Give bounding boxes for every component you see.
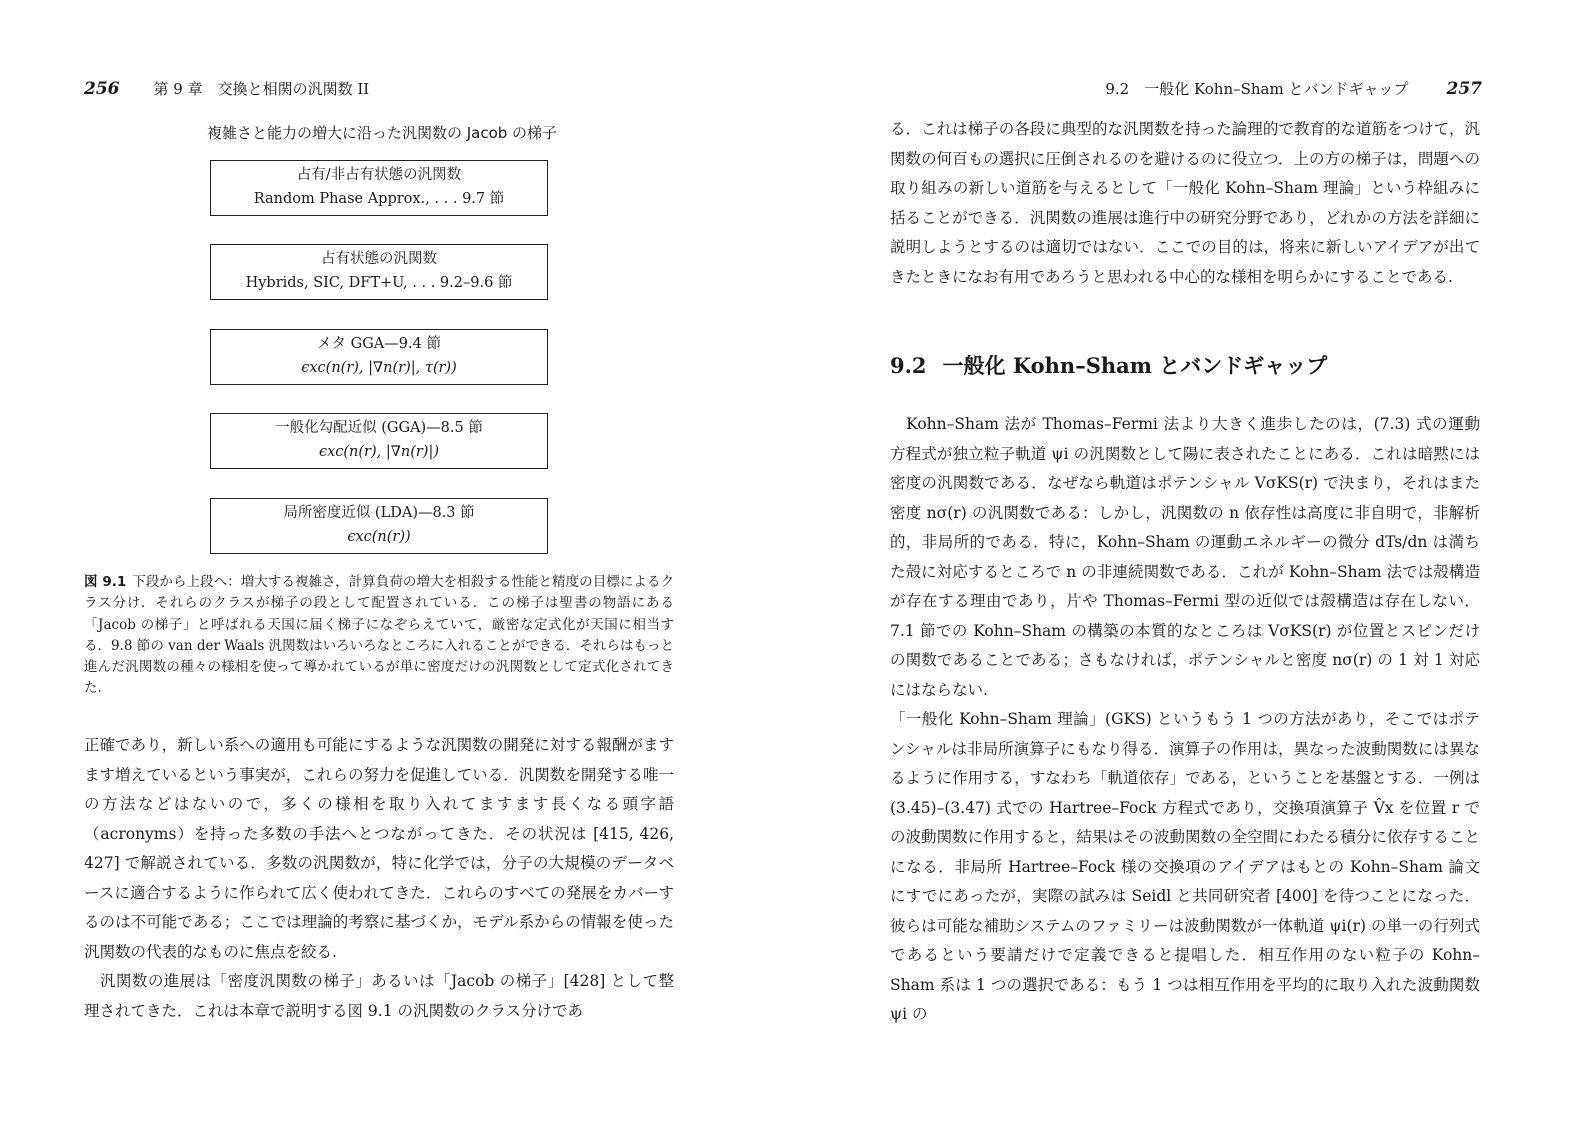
rung-detail: ϵxc(n(r)) [347, 529, 411, 545]
section-heading [890, 350, 1327, 380]
rung-detail: Random Phase Approx., . . . 9.7 節 [253, 191, 505, 207]
rung-detail: Hybrids, SIC, DFT+U, . . . 9.2–9.6 節 [245, 275, 513, 291]
body-text [890, 410, 1480, 1030]
rung-title: 占有/非占有状態の汎関数 [296, 167, 462, 183]
paragraph: 汎関数の進展は「密度汎関数の梯子」あるいは「Jacob の梯子」[428] として整理されてきた．これは本章で説明する図 9.1 の汎関数のクラス分けであ [84, 972, 674, 1020]
section-title: 一般化 Kohn–Sham とバンドギャップ [942, 353, 1328, 378]
page-header [84, 78, 369, 99]
intro-text [890, 115, 1480, 292]
paragraph: る．これは梯子の各段に典型的な汎関数を持った論理的で教育的な道筋をつけて，汎関数の何百もの選択に圧倒されるのを避けるのに役立つ．上の方の梯子は，問題への取り組みの新しい道筋を与えるとして「一般化 Kohn–Sham 理論」という枠組みに括ることができる．汎関数の進展は進行中の研究分野であり，どれかの方法を詳細に説明しようとするのは適切ではない．ここでの目的は，将来に新しいアイデアが出てきたときになお有用であろうと思われる中心的な様相を明らかにすることである. [890, 120, 1480, 286]
ladder-rung-meta-gga [210, 329, 548, 385]
rung-title: メタ GGA—9.4 節 [317, 336, 441, 352]
ladder-rung-rpa [210, 160, 548, 216]
page-header [1105, 78, 1482, 99]
page-number: 256 [84, 79, 120, 99]
figure-title: 複雑さと能力の増大に沿った汎関数の Jacob の梯子 [206, 124, 558, 142]
rung-detail: ϵxc(n(r), |∇n(r)|) [318, 444, 439, 460]
figure-caption [84, 572, 674, 700]
rung-detail: ϵxc(n(r), |∇n(r)|, τ(r)) [301, 360, 457, 376]
rung-title: 一般化勾配近似 (GGA)—8.5 節 [275, 420, 483, 436]
running-title: 第 9 章 交換と相関の汎関数 II [153, 80, 370, 98]
ladder-rung-gga [210, 413, 548, 469]
caption-label: 図 9.1 [84, 574, 127, 590]
ladder-rung-occupied [210, 244, 548, 300]
right-page [791, 0, 1582, 1132]
paragraph: 「一般化 Kohn–Sham 理論」(GKS) というもう 1 つの方法があり，そこではポテンシャルは非局所演算子にもなり得る．演算子の作用は，異なった波動関数には異なるように作用する，すなわち「軌道依存」である，ということを基盤とする．一例は (3.45)–(3.47) 式での Hartree–Fock 方程式であり，交換項演算子 V̂x を位置 r での波動関数に作用すると，結果はその波動関数の全空間にわたる積分に依存することになる．非局所 Hartree–Fock 様の交換項のアイデアはもとの Kohn–Sham 論文にすでにあったが，実際の試みは Seidl と共同研究者 [400] を待つことになった．彼らは可能な補助システムのファミリーは波動関数が一体軌道 ψi(r) の単一の行列式であるという要請だけで定義できると提唱した．相互作用のない粒子の Kohn–Sham 系は 1 つの選択である：もう 1 つは相互作用を平均的に取り入れた波動関数 ψi の [890, 710, 1480, 1023]
ladder-rung-lda [210, 498, 548, 554]
caption-text: 下段から上段へ：増大する複雑さ，計算負荷の増大を相殺する性能と精度の目標によるクラス分け．それらのクラスが梯子の段として配置されている．この梯子は聖書の物語にある「Jacob の梯子」と呼ばれる天国に届く梯子になぞらえていて，厳密な定式化が天国に相当する．9.8 節の van der Waals 汎関数はいろいろなところに入れることができる．それらはもっと進んだ汎関数の種々の様相を使って導かれているが単に密度だけの汎関数として定式化されてきた. [84, 574, 674, 697]
page-number: 257 [1446, 79, 1482, 99]
rung-title: 占有状態の汎関数 [321, 251, 437, 267]
paragraph: 正確であり，新しい系への適用も可能にするような汎関数の開発に対する報酬がますます増えているという事実が，これらの努力を促進している．汎関数を開発する唯一の方法などはないので，多くの様相を取り入れてますます長くなる頭字語（acronyms）を持った多数の手法へとつながってきた．その状況は [415, 426, 427] で解説されている．多数の汎関数が，特に化学では，分子の大規模のデータベースに適合するように作られて広く使われてきた．これらのすべての発展をカバーするのは不可能である；ここでは理論的考察に基づくか，モデル系からの情報を使った汎関数の代表的なものに焦点を絞る. [84, 736, 674, 961]
body-text [84, 731, 674, 1026]
rung-title: 局所密度近似 (LDA)—8.3 節 [283, 505, 475, 521]
paragraph: Kohn–Sham 法が Thomas–Fermi 法より大きく進歩したのは，(7.3) 式の運動方程式が独立粒子軌道 ψi の汎関数として陽に表されたことにある．これは暗黙には密度の汎関数である．なぜなら軌道はポテンシャル VσKS(r) で決まり，それはまた密度 nσ(r) の汎関数である：しかし，汎関数の n 依存性は高度に非自明で，非解析的，非局所的である．特に，Kohn–Sham の運動エネルギーの微分 dTs/dn は満ちた殻に対応するところで n の非連続関数である．これが Kohn–Sham 法では殻構造が存在する理由であり，片や Thomas–Fermi 型の近似では殻構造は存在しない．7.1 節での Kohn–Sham の構築の本質的なところは VσKS(r) が位置とスピンだけの関数であることである；さもなければ，ポテンシャルと密度 nσ(r) の 1 対 1 対応にはならない. [890, 415, 1481, 699]
section-number: 9.2 [890, 353, 927, 378]
running-title: 9.2 一般化 Kohn–Sham とバンドギャップ [1105, 80, 1409, 98]
